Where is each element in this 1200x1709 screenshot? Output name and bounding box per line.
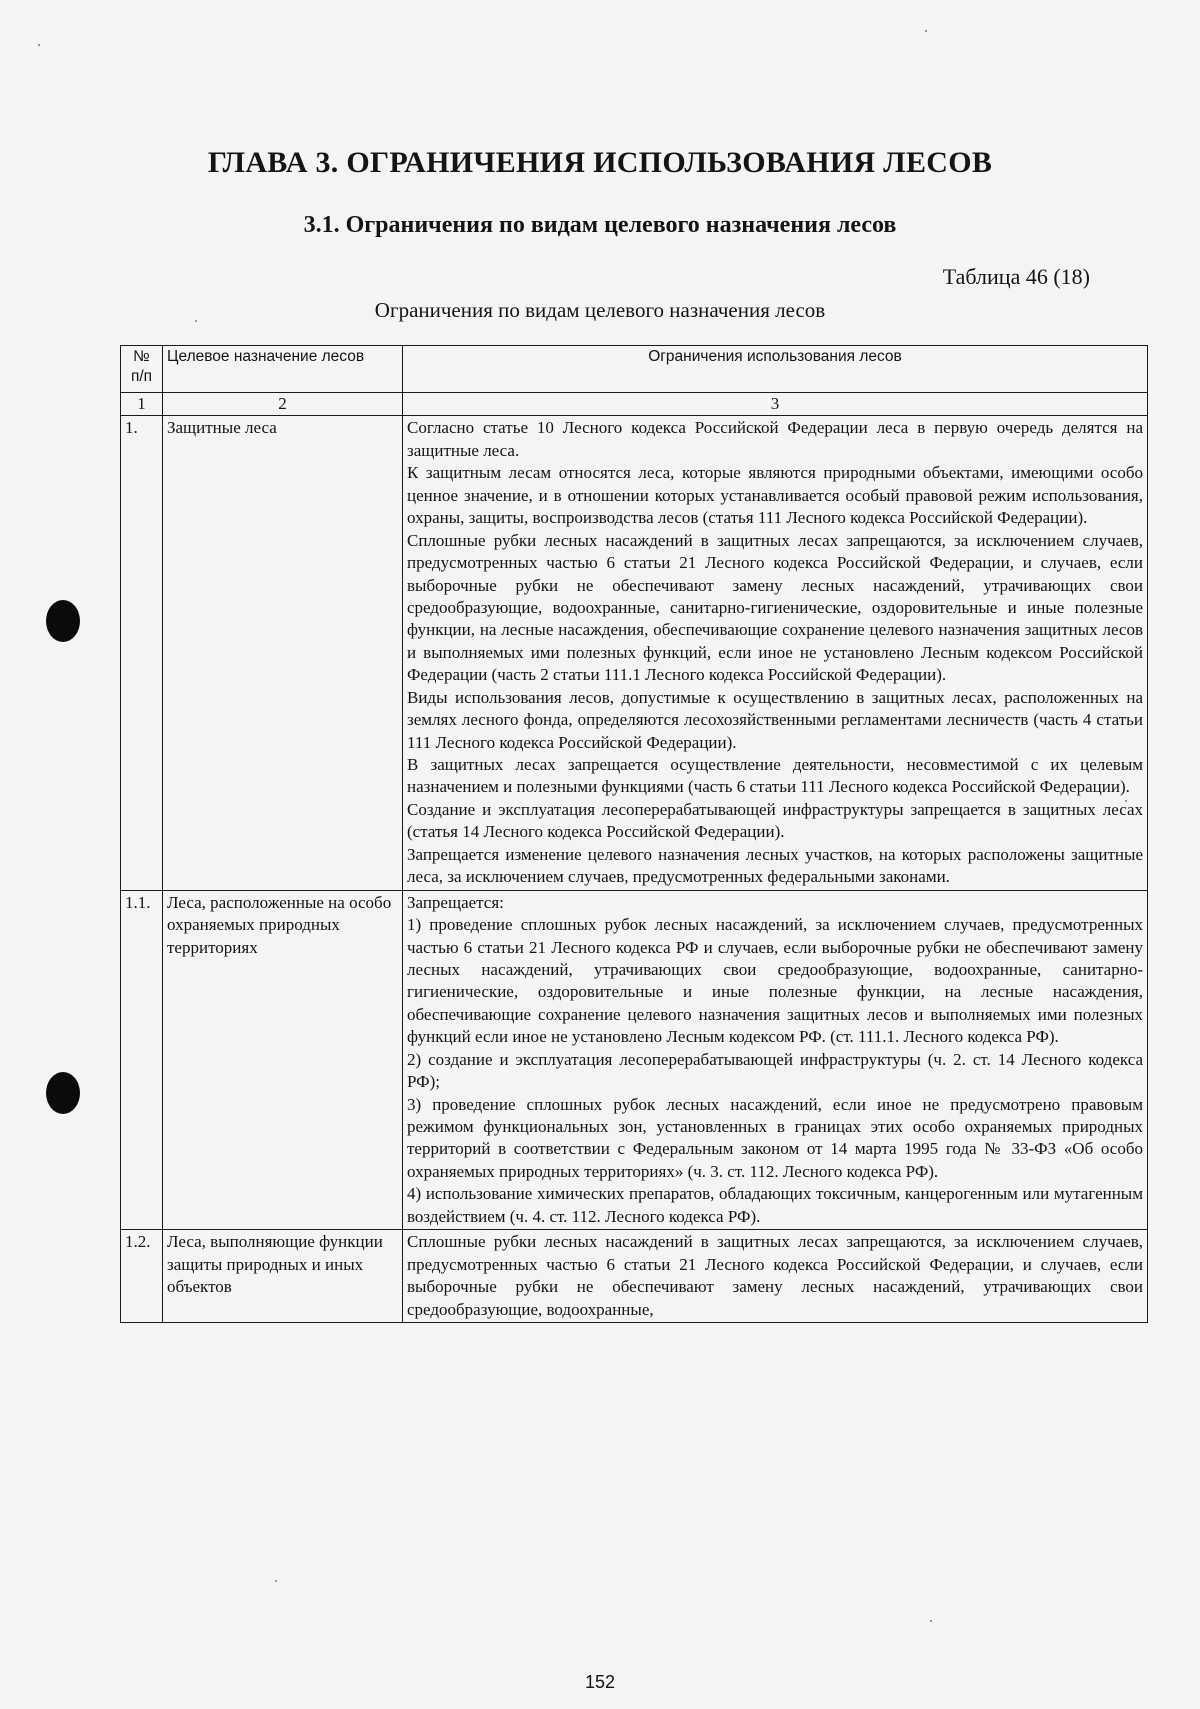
table-row [121, 1230, 1148, 1323]
row-number: 1. [121, 416, 163, 890]
restriction-paragraph: 2) создание и эксплуатация лесоперерабатывающей инфраструктуры (ч. 2. ст. 14 Лесного кодекса РФ); [407, 1049, 1143, 1092]
header-num: № п/п [121, 346, 163, 393]
page-number: 152 [584, 1672, 616, 1692]
table-number: Таблица 46 (18) [942, 264, 1090, 289]
restriction-paragraph: Запрещается изменение целевого назначения лесных участков, на которых расположены защитные леса, за исключением случаев, предусмотренных федеральными законами. [407, 844, 1143, 887]
table-header-row [121, 346, 1148, 393]
restriction-paragraph: Согласно статье 10 Лесного кодекса Российской Федерации леса в первую очередь делятся на защитные леса. [407, 418, 1143, 460]
section-title: 3.1. Ограничения по видам целевого назначения лесов [303, 212, 897, 238]
restrictions-table [120, 345, 1148, 1323]
row-restrictions [403, 416, 1148, 890]
scan-speck [38, 44, 40, 46]
table-row [121, 890, 1148, 1230]
scan-speck [925, 30, 927, 32]
header-restrictions: Ограничения использования лесов [403, 346, 1148, 393]
chapter-title: ГЛАВА 3. ОГРАНИЧЕНИЯ ИСПОЛЬЗОВАНИЯ ЛЕСОВ [207, 146, 993, 179]
punch-hole [46, 1072, 80, 1114]
column-number: 2 [163, 393, 403, 416]
restriction-paragraph: 1) проведение сплошных рубок лесных насаждений, за исключением случаев, предусмотренных частью 6 статьи 21 Лесного кодекса РФ и случаев, если выборочные рубки не обеспечивают замену лесных насаждений, утрачивающих свои средообразующие, водоохранные, санитарно-гигиенические, оздоровительные и иные полезные функции, на лесные насаждения, обеспечивающие сохранение целевого назначения защитных лесов и выполняемых ими полезных функций если иное не установлено Лесным кодексом РФ. (ст. 111.1. Лесного кодекса РФ). [407, 915, 1143, 1047]
column-number: 3 [403, 393, 1148, 416]
restriction-paragraph: Сплошные рубки лесных насаждений в защитных лесах запрещаются, за исключением случаев, предусмотренных частью 6 статьи 21 Лесного кодекса Российской Федерации, и случаев, если выборочные рубки не обеспечивают замену лесных насаждений, утрачивающих свои средообразующие, водоохранные, санитарно-гигиенические, оздоровительные и иные полезные функции, на лесные насаждения, обеспечивающие сохранение целевого назначения защитных лесов и выполняемых ими полезных функций, если иное не установлено Лесным кодексом Российской Федерации (часть 2 статьи 111.1 Лесного кодекса Российской Федерации). [407, 530, 1143, 685]
column-number-row [121, 393, 1148, 416]
column-number: 1 [121, 393, 163, 416]
punch-hole [46, 600, 80, 642]
table-caption: Ограничения по видам целевого назначения лесов [374, 298, 826, 322]
table-row [121, 416, 1148, 890]
header-purpose: Целевое назначение лесов [163, 346, 403, 393]
row-number: 1.2. [121, 1230, 163, 1323]
scan-speck [930, 1620, 932, 1622]
restriction-paragraph: Запрещается: [407, 892, 504, 912]
row-purpose: Леса, расположенные на особо охраняемых природных территориях [163, 890, 403, 1230]
restriction-paragraph: Сплошные рубки лесных насаждений в защитных лесах запрещаются, за исключением случаев, предусмотренных частью 6 статьи 21 Лесного кодекса Российской Федерации, и случаев, если выборочные рубки не обеспечивают замену лесных насаждений, утрачивающих свои средообразующие, водоохранные, [407, 1232, 1143, 1319]
restriction-paragraph: 3) проведение сплошных рубок лесных насаждений, если иное не предусмотрено правовым режимом функциональных зон, установленных в границах этих особо охраняемых природных территорий в соответствии с Федеральным законом от 14 марта 1995 года № 33-ФЗ «Об особо охраняемых природных территориях» (ч. 3. ст. 112. Лесного кодекса РФ). [407, 1094, 1143, 1181]
row-restrictions [403, 1230, 1148, 1323]
restriction-paragraph: В защитных лесах запрещается осуществление деятельности, несовместимой с их целевым назначением и полезными функциями (часть 6 статьи 111 Лесного кодекса Российской Федерации). [407, 755, 1143, 797]
restriction-paragraph: Создание и эксплуатация лесоперерабатывающей инфраструктуры запрещается в защитных лесах (статья 14 Лесного кодекса Российской Федерации). [407, 799, 1143, 842]
restriction-paragraph: Виды использования лесов, допустимые к осуществлению в защитных лесах, расположенных на землях лесного фонда, определяются лесохозяйственными регламентами лесничеств (часть 4 статьи 111 Лесного кодекса Российской Федерации). [407, 687, 1143, 752]
restriction-paragraph: 4) использование химических препаратов, обладающих токсичным, канцерогенным или мутагенным воздействием (ч. 4. ст. 112. Лесного кодекса РФ). [407, 1184, 1143, 1226]
row-purpose: Леса, выполняющие функции защиты природных и иных объектов [163, 1230, 403, 1323]
row-purpose: Защитные леса [163, 416, 403, 890]
scan-speck [275, 1580, 277, 1582]
restriction-paragraph: К защитным лесам относятся леса, которые являются природными объектами, имеющими особо ценное значение, и в отношении которых устанавливается особый правовой режим использования, охраны, защиты, воспроизводства лесов (статья 111 Лесного кодекса Российской Федерации). [407, 463, 1143, 528]
row-restrictions [403, 890, 1148, 1230]
row-number: 1.1. [121, 890, 163, 1230]
